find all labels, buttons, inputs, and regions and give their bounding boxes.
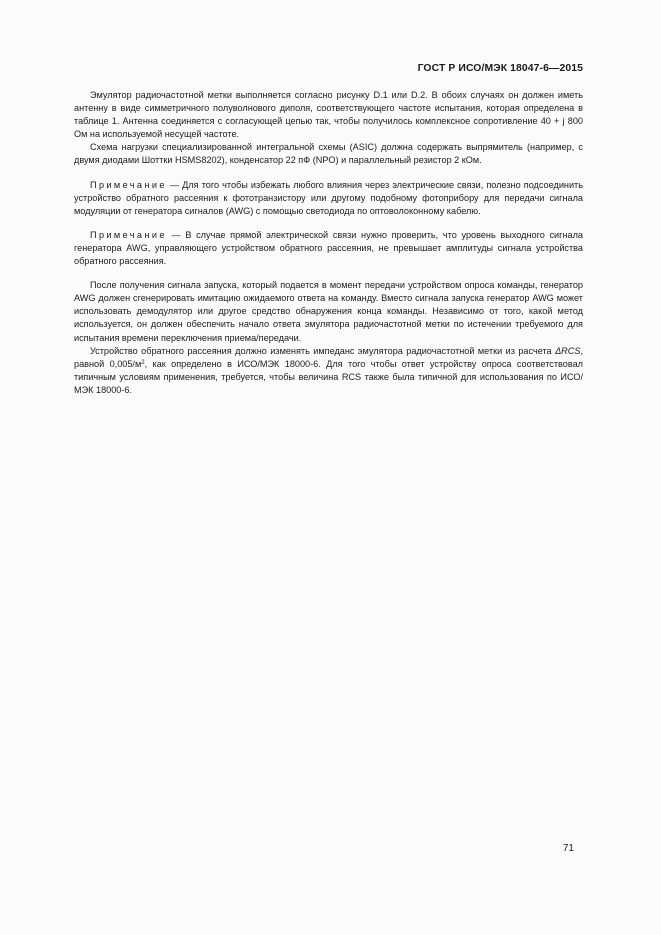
paragraph-asic-load: Схема нагрузки специализированной интегральной схемы (ASIC) должна содержать выпрямитель (например, с двумя диодами Шоттки HSMS8202), конденсатор 22 пФ (NPO) и параллельный резистор 2 кОм. bbox=[74, 142, 583, 166]
p4-part-a: Устройство обратного рассеяния должно изменять импеданс эмулятора радиочастотной метки из расчета bbox=[90, 345, 556, 356]
standard-header: ГОСТ Р ИСО/МЭК 18047-6—2015 bbox=[417, 63, 583, 74]
paragraph-trigger: После получения сигнала запуска, который подается в момент передачи устройством опроса команды, генератор AWG должен сгенерировать имитацию ожидаемого ответа на команду. Вместо сигнала запуска генератор AWG может использовать демодулятор или другое средство обнаружения конца команды. Независимо от того, какой метод используется, он должен обеспечить начало ответа эмулятора радиочастотной метки по истечении требуемого для испытания времени переключения приема/передачи. bbox=[74, 280, 583, 343]
page-number: 71 bbox=[562, 843, 574, 854]
superscript-2: 2 bbox=[141, 359, 145, 366]
note-2-text: — В случае прямой электрической связи нужно проверить, что уровень выходного сигнала генератора AWG, управляющего устройством обратного рассеяния, не превышает амплитуды сигнала устройства обратного рассеяния. bbox=[74, 229, 583, 267]
delta-rcs: ΔRCS bbox=[555, 345, 581, 356]
paragraph-tag-emulator: Эмулятор радиочастотной метки выполняется согласно рисунку D.1 или D.2. В обоих случаях он должен иметь антенну в виде симметричного полуволнового диполя, соответствующего частоте испытания, которая определена в таблице 1. Антенна соединяется с согласующей цепью так, чтобы получилось комплексное сопротивление 40 + j 800 Ом на используемой несущей частоте. bbox=[74, 90, 583, 140]
document-body bbox=[74, 89, 583, 397]
paragraph-backscatter bbox=[74, 345, 583, 397]
p4-part-c: , как определено в ИСО/МЭК 18000-6. Для того чтобы ответ устройству опроса соответствовал типичным условиям применения, требуется, чтобы величина RCS также была типичной для использования по ИСО/МЭК 18000-6. bbox=[74, 358, 583, 395]
note-2 bbox=[74, 229, 583, 268]
note-1 bbox=[74, 179, 583, 218]
note-1-text: — Для того чтобы избежать любого влияния через электрические связи, полезно подсоединить устройство обратного рассеяния к фототранзистору или другому подобному фотоприбору для передачи сигнала модуляции от генератора сигналов (AWG) с помощью светодиода по оптоволоконному кабелю. bbox=[74, 179, 583, 216]
note-label: Примечание bbox=[90, 179, 167, 190]
p4-part-b: , равной 0,005/м bbox=[74, 345, 583, 369]
note-label: Примечание bbox=[90, 229, 167, 240]
